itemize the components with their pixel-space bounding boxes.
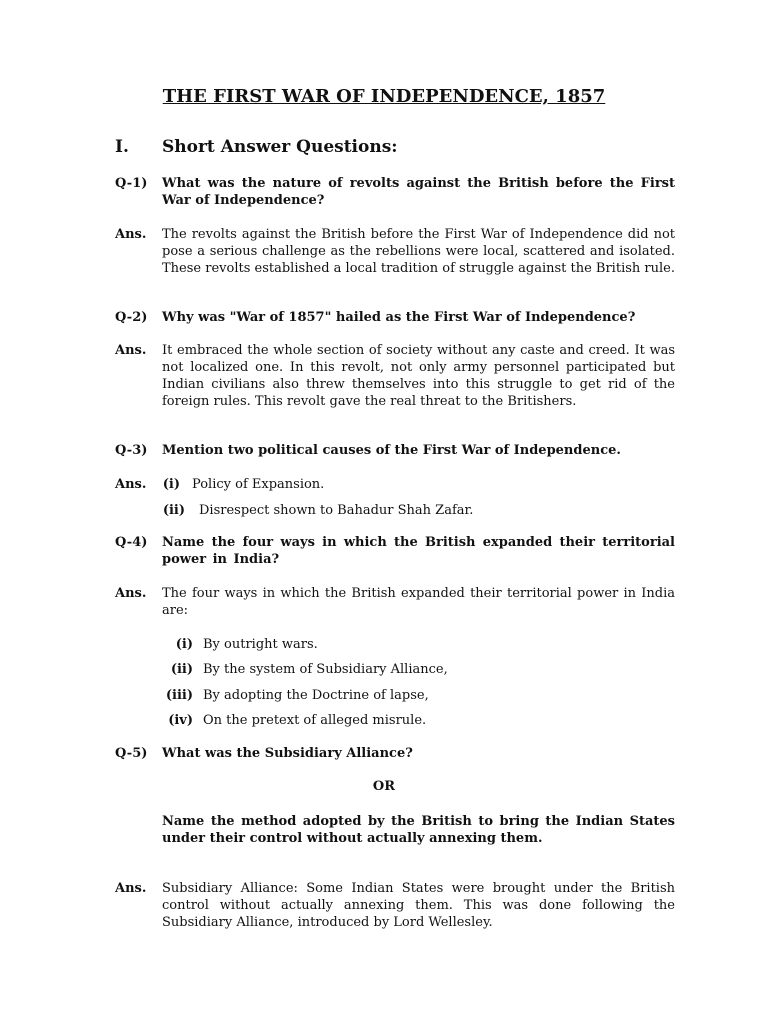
answer-text: The revolts against the British before the First War of Independence did not pose a serious challenge as the rebellions were local, scattered and isolated. These revolts established a local tradition of struggle against the British rule. xyxy=(162,227,675,276)
list-marker: (ii) xyxy=(162,503,185,518)
question-text: Name the method adopted by the British to bring the Indian States under their control without actually annexing them. xyxy=(162,814,675,846)
page-title: THE FIRST WAR OF INDEPENDENCE, 1857 xyxy=(162,86,606,107)
or-divider: OR xyxy=(372,779,396,794)
question-text: What was the nature of revolts against the British before the First War of Independence? xyxy=(162,176,675,208)
list-marker: (iv) xyxy=(168,713,193,728)
question-number: Q-4) xyxy=(115,535,148,550)
answer-label: Ans. xyxy=(115,881,147,896)
question-text: Name the four ways in which the British expanded their territorial power in India? xyxy=(162,535,675,567)
answer-label: Ans. xyxy=(115,227,147,242)
list-text: By the system of Subsidiary Alliance, xyxy=(203,662,448,677)
section-label: Short Answer Questions: xyxy=(162,137,398,157)
answer-text: It embraced the whole section of society without any caste and creed. It was not localized one. In this revolt, not only army personnel participated but Indian civilians also threw themselves into this struggle to get rid of the foreign rules. This revolt gave the real threat to the Britishers. xyxy=(162,343,675,409)
list-text: By adopting the Doctrine of lapse, xyxy=(203,688,429,703)
question-number: Q-5) xyxy=(115,746,148,761)
list-marker: (ii) xyxy=(170,662,193,677)
list-marker: (iii) xyxy=(165,688,193,703)
answer-label: Ans. xyxy=(115,586,147,601)
question-text: What was the Subsidiary Alliance? xyxy=(162,746,413,761)
question-number: Q-1) xyxy=(115,176,148,191)
section-number: I. xyxy=(115,137,129,157)
answer-label: Ans. xyxy=(115,477,147,492)
question-text: Why was "War of 1857" hailed as the First War of Independence? xyxy=(162,310,636,325)
answer-label: Ans. xyxy=(115,343,147,358)
answer-intro: The four ways in which the British expanded their territorial power in India are: xyxy=(162,586,675,618)
question-number: Q-3) xyxy=(115,443,148,458)
question-number: Q-2) xyxy=(115,310,148,325)
question-text: Mention two political causes of the First War of Independence. xyxy=(162,443,621,458)
answer-text: Subsidiary Alliance: Some Indian States were brought under the British control without actually annexing them. This was done following the Subsidiary Alliance, introduced by Lord Wellesley. xyxy=(162,881,675,930)
list-marker: (i) xyxy=(162,477,180,492)
section-heading xyxy=(115,137,398,157)
list-text: Disrespect shown to Bahadur Shah Zafar. xyxy=(199,503,474,518)
list-text: Policy of Expansion. xyxy=(192,477,325,492)
list-marker: (i) xyxy=(175,637,193,652)
list-text: By outright wars. xyxy=(203,637,318,652)
list-text: On the pretext of alleged misrule. xyxy=(203,713,427,728)
